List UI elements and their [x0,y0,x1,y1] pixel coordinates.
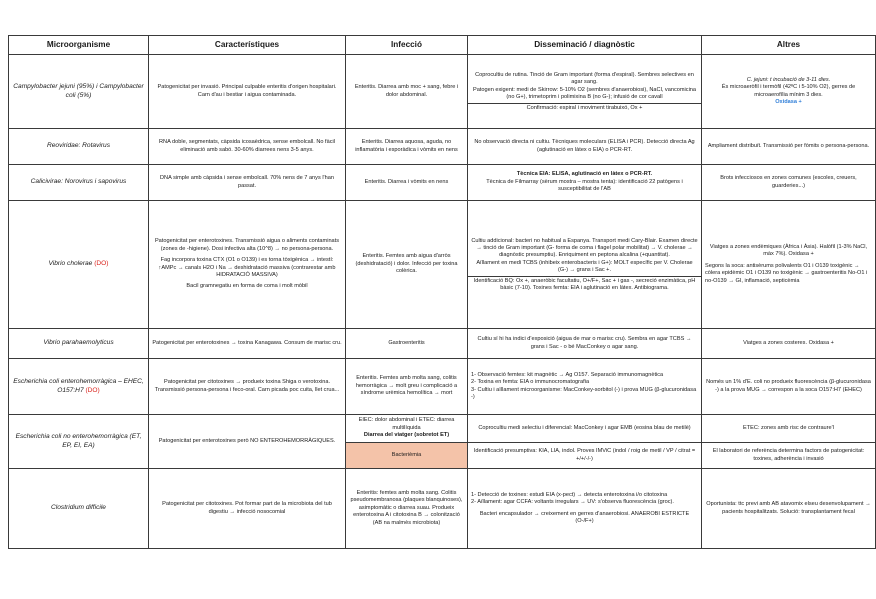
diagnosis-step: Cultiu i aïllament microorganisme: MacConkey-sorbitol (-) i prova MUG (β-glucuronidasa -) [471,386,697,400]
other-cell: Viatges a zones costeres. Oxidasa + [702,329,876,359]
diagnosis-line: Cultiu addicional: bacteri no habitual a Espanya. Transport medi Cary-Blair. Examen directe → tinció de Gram important (G- forma de coma i flagel polar mobilitat) → V. cholerae → diagnòstic presumptiu). Enriquiment en peptona alcalina (+quantitat). [471,237,698,259]
header-row [9,36,876,55]
infection-cell: Enteritis. Femtes amb aigua d'arròs (deshidratació) i dolor. Infecció per toxina colèrica. [346,201,468,329]
characteristics-line: Bacil gramnegatiu en forma de coma i molt mòbil [186,283,308,290]
other-cell [702,201,876,329]
table-row [9,469,876,549]
diagnosis-cell: Identificació presumptiva: KIA, LIA, indol. Proves IMViC (indol / roig de metil / VP / citrat = +/+/-/-) [468,443,702,469]
organism-cell: Vibrio parahaemolyticus [9,329,149,359]
summary-sheet [8,35,871,549]
other-cell: Ampliament distribuït. Transmissió per fòmits o persona-persona. [702,129,876,165]
other-cell: Només un 1% d'E. coli no produeix fluorescència (β-glucuronidasa -) a la prova MUG → correspon a la soca O157:H7 (EHEC) [702,359,876,415]
other-cell: ETEC: zones amb risc de contraure'l [702,415,876,443]
organism-cell: Calicivirae: Norovirus i sapovirus [9,165,149,201]
characteristics-cell: Patogenicitat per enterotoxines → toxina Kanagawa. Consum de marisc cru. [149,329,346,359]
other-line: És microaeròfil i termòfil (42ºC i 5-10% O2), gerres de microaerofília mínim 3 dies. [721,84,856,98]
infection-cell: Gastroenteritis [346,329,468,359]
characteristics-cell: Patogenicitat per citotoxines → produeix toxina Shiga o verotoxina. Transmissió persona-persona i feco-oral. Carn picada poc cuita, llet crua... [149,359,346,415]
diagnosis-step: Observació femtes: kit magnètic → Ag O157. Separació immunomagnètica [477,371,664,378]
other-cell: Brots infecciosos en zones comunes (escoles, creuers, guarderies...) [702,165,876,201]
diagnosis-step: Detecció de toxines: estudi EIA (x-pect) → detecta enterotoxina i/o citotoxina [477,491,668,498]
other-line: Viatges a zones endèmiques (Àfrica i Àsia). Halòfil (1-3% NaCl, màx 7%). Oxidasa + [709,244,868,258]
infection-cell: Enteritis: femtes amb molta sang. Colitis pseudomembranosa (plaques blanquinoses), asimptomàtic o diarrea suau. Produeix enterotoxina A i citotoxina B → colonització (AB na malmès microbiota) [346,469,468,549]
header-infeccio: Infecció [346,36,468,55]
table-row [9,129,876,165]
diagnosis-line: 2- Aïllament: agar CCFA: voltants irregulars → UV: s'observa fluorescència (groc). [471,499,674,506]
diagnosis-line: Bacteri encapsulador → creixement en gerres d'anaerobiosi. ANAEROBI ESTRICTE (O-/F+) [479,510,690,524]
header-caracteristiques: Característiques [149,36,346,55]
diagnosis-cell: Cultiu sí hi ha indici d'exposició (aigua de mar o marisc cru). Sembra en agar TCBS → grans i Sac - o bé MacConkey o agar sang. [468,329,702,359]
characteristics-cell [149,201,346,329]
infection-cell: Enteritis. Diarrea i vòmits en nens [346,165,468,201]
table-row [9,55,876,129]
do-tag: (DO) [94,260,109,268]
diagnosis-line: Patogen exigent: medi de Skirrow: 5-10% O2 (sembres d'anaerobiosi), NaCl, vancomicina (no G+), trimetoprim i polimixina B (no G-); infusió de cor cavall [472,86,697,101]
characteristics-line: Fag incorpora toxina CTX (O1 o O139) i es torna tòxigènica → intestí: ↑AMPc → canals H2O i Na → deshidratació massiva (contrarestar amb HIDRATACIÓ MASSIVA) [158,257,336,278]
table-row [9,329,876,359]
infection-cell: Enteritis. Femtes amb molta sang, colitis hemorràgica → molt greu i complicació a síndrome urèmica hemolítica → mort [346,359,468,415]
diagnosis-line: 1- Observació femtes: kit magnètic → Ag O157. Separació immunomagnètica [471,371,664,378]
infection-line: Diarrea del viatger (sobretot ET) [363,432,450,439]
diagnosis-line: 3- Cultiu i aïllament microorganisme: MacConkey-sorbitol (-) i prova MUG (β-glucuronidasa -) [471,386,697,400]
infection-cell: Enteritis. Diarrea aquosa, aguda, no inflamatòria i esporàdica i vòmits en nens [346,129,468,165]
characteristics-cell: Patogenicitat per invasió. Principal culpable enteritis d'origen hospitalari. Carn d'au i bestiar i aigua contaminada. [149,55,346,129]
microorganism-table [8,35,876,549]
diagnosis-confirm-text: Confirmació: espiral i moviment tirabuixó, Ox + [526,104,643,111]
diagnosis-line: 2- Toxina en femta: EIA o immunocromatografia [471,379,590,386]
other-cell: Oportunista: ttc previ amb AB atavomix elseu desenvolupament → pacients hospitalitzats. Solució: transplantament fecal [702,469,876,549]
organism-name: Escherichia coli enterohemorràgica – EHEC, O157:H7 [13,377,144,394]
diagnosis-line: 1- Detecció de toxines: estudi EIA (x-pect) → detecta enterotoxina i/o citotoxina [471,491,668,498]
diagnosis-cell [468,359,702,415]
table-row [9,415,876,443]
diagnosis-line: Tècnica de Filmarray (sèrum mostra – mostra tenta): identificació 22 patògens i susceptibilitat de l'AB [486,178,683,193]
characteristics-cell: DNA simple amb càpsida i sense embolcall. 70% nens de 7 anys l'han passat. [149,165,346,201]
diagnosis-line: Coprocultiu de rutina. Tinció de Gram important (forma d'espiral). Sembres selectives en agar sang. [475,72,694,86]
diagnosis-cell [468,165,702,201]
characteristics-cell: RNA doble, segmentats, càpsida icosaèdrica, sense embolcall. No fàcil eliminació amb sabó. 30-60% diarrees nens 3-5 anys. [149,129,346,165]
diagnosis-cell [468,469,702,549]
diagnosis-cell: No observació directa ni cultiu. Tècniques moleculars (ELISA i PCR). Detecció directa Ag (aglutinació en làtex o EIA) o PCR-RT. [468,129,702,165]
diagnosis-line: Aïllament en medi TCBS (inhibeix enterobacteris i G+): MOLT específic per V. Cholerae (G-) → grans i Sac +. [476,259,693,274]
diagnosis-cell [468,55,702,129]
diagnosis-step: Toxina en femta: EIA o immunocromatografia [477,379,590,386]
infection-line: EIEC: dolor abdominal i ETEC: diarrea multilíquida [358,417,455,431]
diagnosis-cell [468,201,702,329]
characteristics-cell: Patogenicitat per enterotoxines però NO ENTEROHEMORRÀGIQUES. [149,415,346,469]
diagnosis-step: Aïllament: agar CCFA: voltants irregulars → UV: s'observa fluorescència (groc). [477,499,674,506]
diagnosis-confirm [468,103,701,112]
organism-cell [9,201,149,329]
table-row [9,201,876,329]
diagnosis-cell: Coprocultiu medi selectiu i diferencial: MacConkey i agar EMB (eosina blau de metilè) [468,415,702,443]
other-line: Oxidasa + [775,98,802,105]
infection-cell: Enteritis. Diarrea amb moc + sang, febre i dolor abdominal. [346,55,468,129]
do-tag: (DO) [85,386,100,394]
characteristics-cell: Patogenicitat per citotoxines. Pot formar part de la microbiota del tub digestiu → infecció nosocomial [149,469,346,549]
table-row [9,359,876,415]
infection-cell [346,415,468,443]
organism-cell: Escherichia coli no enterohemorràgica (ET, EP, EI, EA) [9,415,149,469]
organism-cell: Clostridium difficile [9,469,149,549]
diagnosis-id-text: Identificació BQ: Ox +, anaeròbic facultatiu, O+/F+, Sac + i gas -, secreció enzimàtica, pH bàsic (7-10). Toxines femta: EIA i aglutinació en làtex. Antibiograma. [473,277,696,291]
other-line: C. jejuni: t incubació de 3-11 dies. [746,76,831,83]
other-cell: El laboratori de referència determina factors de patogenicitat: toxines, adherència i invasió [702,443,876,469]
organism-cell [9,359,149,415]
organism-name: Vibrio cholerae [48,260,93,268]
organism-cell: Campylobacter jejuni (95%) i Campylobacter coli (5%) [9,55,149,129]
other-cell [702,55,876,129]
header-altres: Altres [702,36,876,55]
characteristics-line: Patogenicitat per enterotoxines. Transmissió aigua o aliments contaminats (zones de -higiene). Dosi infectiva alta (10^8) → no persona-persona. [154,238,340,252]
infection-cell-bacteremia: Bacterièmia [346,443,468,469]
other-line: Segons la soca: antisèrums polivalents O1 i O139 toxigènic → còlera epidèmic O1 i O139 no toxigènic → gastroenteritis No-O1 i no-O139 → GI, inflamació, septicèmia [705,262,868,284]
header-diagnostic: Disseminació / diagnòstic [468,36,702,55]
header-microorganisme: Microorganisme [9,36,149,55]
organism-cell: Reoviridae: Rotavirus [9,129,149,165]
table-row [9,165,876,201]
diagnosis-line: Tècnica EIA: ELISA, aglutinació en làtex o PCR-RT. [516,171,653,178]
diagnosis-identification [468,276,701,293]
